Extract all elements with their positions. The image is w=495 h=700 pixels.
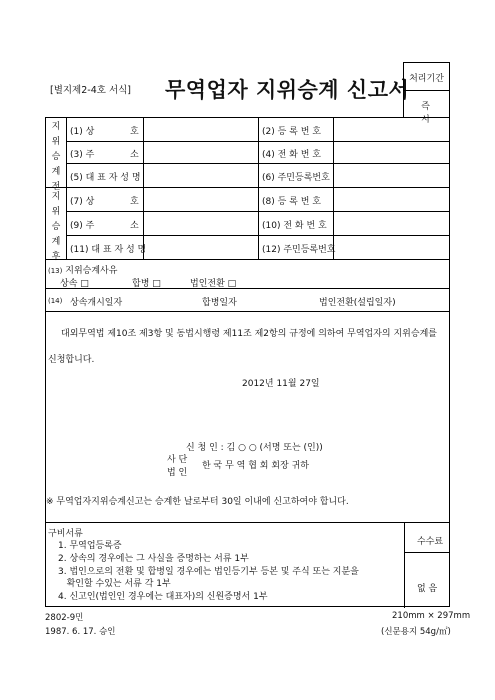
- page-title: 무역업자 지위승계 신고서: [165, 78, 410, 102]
- before-side-label: 지 위 승 계 전: [51, 122, 61, 192]
- after-phone-label: (10) 전 화 번 호: [262, 221, 327, 231]
- before-address-label: (3) 주: [70, 150, 95, 160]
- before-rep-label: (5) 대 표 자 성 명: [70, 173, 141, 183]
- after-company-label: (7) 상: [70, 197, 95, 207]
- org-type-a: 사 단: [167, 455, 188, 465]
- before-reg-label: (2) 등 록 번 호: [262, 127, 321, 137]
- reason-merge-option[interactable]: 합병 □: [132, 279, 161, 289]
- org-type-b: 법 인: [167, 468, 188, 478]
- after-company-label-suffix: 호: [130, 197, 139, 207]
- form-frame: [45, 117, 450, 607]
- document-item: 2. 상속의 경우에는 그 사실을 증명하는 서류 1부: [58, 554, 249, 564]
- applicant-line: 신 청 인 : 김 ○ ○ (서명 또는 (인)): [186, 443, 323, 453]
- processing-label: 처리기간: [409, 74, 444, 84]
- footer-size: 210mm × 297mm: [392, 611, 471, 621]
- documents-heading: 구비서류: [48, 529, 83, 539]
- convert-date-label: 법인전환(설립일자): [319, 298, 396, 308]
- before-company-label: (1) 상: [70, 127, 95, 137]
- after-reg-label: (8) 등 록 번 호: [262, 197, 321, 207]
- before-phone-label: (4) 전 화 번 호: [262, 150, 321, 160]
- footer-approval: 1987. 6. 17. 승인: [45, 627, 116, 637]
- processing-value: 즉 시: [421, 102, 438, 125]
- after-resident-label: (12) 주민등록번호: [262, 245, 336, 255]
- deadline-notice: ※ 무역업자지위승계신고는 승계한 날로부터 30일 이내에 신고하여야 합니다.: [46, 497, 349, 507]
- statement-date: 2012년 11월 27일: [242, 379, 320, 389]
- before-company-label-suffix: 호: [130, 127, 139, 137]
- footer-paper: (신문용지 54g/㎡): [381, 627, 451, 637]
- after-address-label: (9) 주: [70, 221, 95, 231]
- dates-number: (14): [48, 297, 63, 305]
- reason-inherit-option[interactable]: 상속 □: [60, 279, 89, 289]
- footer-code: 2802-9민: [45, 613, 84, 623]
- reason-convert-option[interactable]: 법인전환 □: [190, 279, 237, 289]
- fee-value: 없 음: [417, 584, 438, 594]
- before-resident-label: (6) 주민등록번호: [262, 173, 330, 183]
- before-address-label-suffix: 소: [130, 150, 139, 160]
- fee-label: 수수료: [417, 537, 444, 547]
- document-item: 3. 법인으로의 전환 및 합병일 경우에는 법인등기부 등본 및 주식 또는 지분을: [58, 567, 359, 577]
- document-item: 4. 신고인(법인인 경우에는 대표자)의 신원증명서 1부: [58, 592, 268, 602]
- after-address-label-suffix: 소: [130, 221, 139, 231]
- after-rep-label: (11) 대 표 자 성 명: [70, 245, 147, 255]
- processing-period-box: [403, 62, 450, 125]
- document-item: 확인할 수있는 서류 각 1부: [58, 579, 171, 589]
- reason-label: (13) 지위승계사유: [48, 266, 118, 276]
- form-number: [별지제2-4호 서식]: [50, 85, 132, 96]
- recipient-line: 한 국 무 역 협 회 회장 귀하: [202, 461, 309, 471]
- inherit-date-label: 상속개시일자: [70, 298, 123, 308]
- document-item: 1. 무역업등록증: [58, 541, 122, 551]
- statement-line-2: 신청합니다.: [48, 355, 95, 365]
- after-side-label: 지 위 승 계 후: [51, 192, 61, 262]
- merge-date-label: 합병일자: [202, 298, 237, 308]
- statement-line-1: 대외무역법 제10조 제3항 및 동법시행령 제11조 제2항의 규정에 의하여 무역업자의 지위승계를: [61, 329, 437, 339]
